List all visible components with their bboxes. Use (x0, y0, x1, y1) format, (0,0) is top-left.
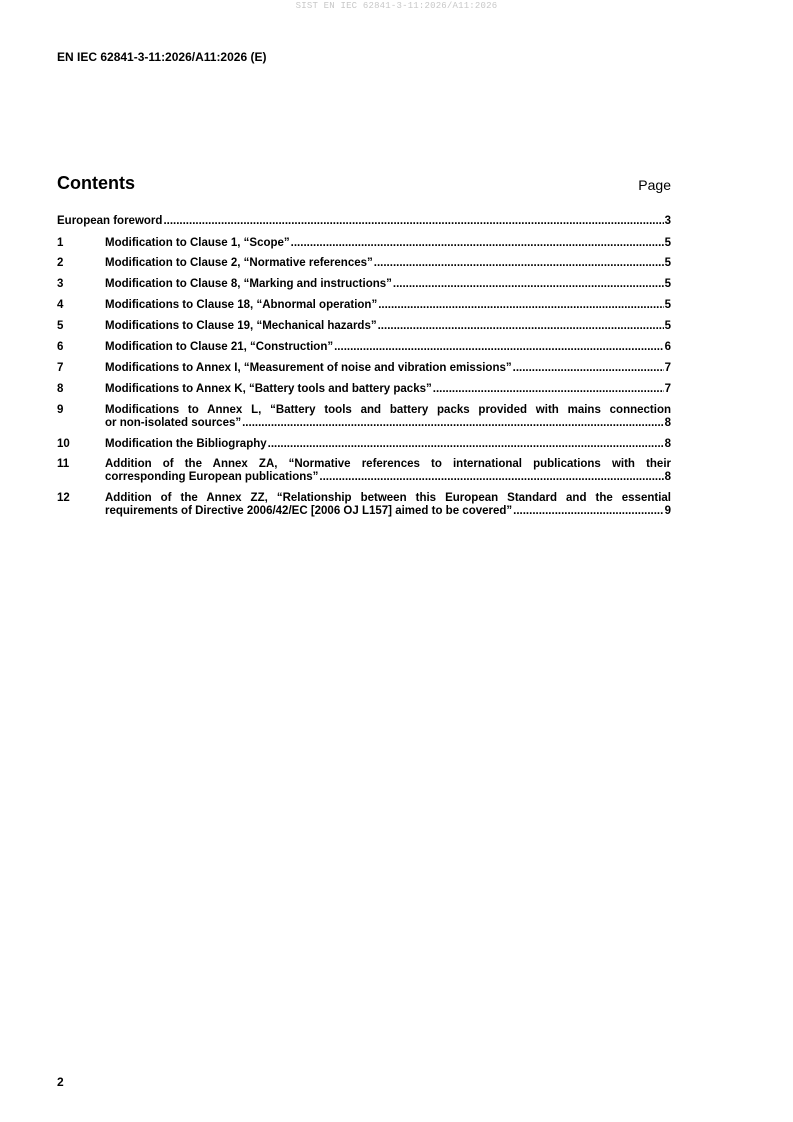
toc-entry-page: 5 (664, 257, 671, 270)
toc-entry-foreword[interactable] (57, 215, 671, 228)
toc-entry-title-line2: or non-isolated sources” (105, 416, 242, 429)
toc-entry-number: 1 (57, 236, 64, 249)
toc-entry-title-line1: Addition of the Annex ZZ, “Relationship between this European Standard and the essential (105, 492, 671, 505)
toc-entry-7[interactable] (57, 362, 671, 375)
toc-entry-page: 7 (664, 382, 671, 395)
toc-entry-page: 3 (664, 215, 671, 227)
toc-entry-page: 7 (664, 361, 671, 374)
toc-entry-title: Modification to Clause 21, “Construction” (105, 340, 334, 353)
dot-leader (513, 362, 664, 375)
dot-leader (374, 257, 664, 270)
toc-entry-page: 8 (664, 416, 671, 429)
dot-leader (163, 215, 663, 228)
toc-entry-number: 6 (57, 340, 64, 353)
toc-entry-page: 5 (664, 320, 671, 333)
dot-leader (334, 341, 663, 354)
toc-entry-title: Modification to Clause 8, “Marking and instructions” (105, 278, 392, 291)
toc-entry-page: 5 (664, 236, 671, 249)
toc-entry-number: 8 (57, 382, 64, 395)
toc-entry-title-line1: Modifications to Annex L, “Battery tools and battery packs provided with mains connection (105, 403, 671, 416)
toc-entry-11[interactable] (57, 458, 671, 484)
toc-entry-number: 9 (57, 403, 64, 416)
toc-entry-title-line2: corresponding European publications” (105, 471, 319, 484)
toc-entry-number: 11 (57, 458, 70, 471)
dot-leader (291, 237, 664, 250)
toc-entry-title: Modifications to Annex I, “Measurement of noise and vibration emissions” (105, 361, 512, 374)
toc-entry-page: 9 (664, 505, 671, 518)
dot-leader (378, 299, 663, 312)
toc-entry-page: 5 (664, 299, 671, 312)
page-number: 2 (57, 1075, 64, 1089)
toc-entry-12[interactable] (57, 492, 671, 518)
toc-entry-title: Modifications to Clause 18, “Abnormal operation” (105, 299, 378, 312)
toc-entry-title: Modifications to Clause 19, “Mechanical hazards” (105, 320, 377, 333)
toc-entry-6[interactable] (57, 341, 671, 354)
toc-entry-page: 8 (664, 437, 671, 450)
dot-leader (433, 383, 664, 396)
toc-entry-page: 6 (664, 340, 671, 353)
toc-entry-5[interactable] (57, 320, 671, 333)
toc-entry-title: Modification to Clause 2, “Normative references” (105, 257, 373, 270)
toc-entry-2[interactable] (57, 257, 671, 270)
toc-entry-10[interactable] (57, 438, 671, 451)
table-of-contents (57, 215, 671, 526)
toc-entry-number: 4 (57, 299, 64, 312)
toc-entry-4[interactable] (57, 299, 671, 312)
dot-leader (242, 417, 663, 430)
toc-entry-3[interactable] (57, 278, 671, 291)
toc-entry-1[interactable] (57, 237, 671, 250)
dot-leader (393, 278, 664, 291)
watermark: SIST EN IEC 62841-3-11:2026/A11:2026 (295, 1, 498, 11)
toc-entry-number: 5 (57, 320, 64, 333)
dot-leader (268, 438, 664, 451)
dot-leader (319, 471, 663, 484)
toc-entry-number: 12 (57, 492, 70, 505)
dot-leader (513, 505, 663, 518)
toc-entry-title-line2: requirements of Directive 2006/42/EC [2006 OJ L157] aimed to be covered” (105, 505, 513, 518)
toc-entry-title-line1: Addition of the Annex ZA, “Normative references to international publications with their (105, 458, 671, 471)
page-column-label: Page (638, 177, 671, 193)
toc-entry-number: 10 (57, 437, 70, 450)
toc-entry-title: Modification the Bibliography (105, 437, 267, 450)
toc-entry-number: 7 (57, 361, 64, 374)
toc-entry-number: 2 (57, 257, 64, 270)
toc-entry-title: European foreword (57, 215, 163, 227)
toc-entry-title: Modifications to Annex K, “Battery tools and battery packs” (105, 382, 432, 395)
document-id: EN IEC 62841-3-11:2026/A11:2026 (E) (57, 50, 267, 64)
toc-entry-page: 5 (664, 278, 671, 291)
toc-entry-8[interactable] (57, 383, 671, 396)
toc-entry-page: 8 (664, 471, 671, 484)
contents-title: Contents (57, 173, 135, 193)
toc-entry-number: 3 (57, 278, 64, 291)
toc-entry-9[interactable] (57, 404, 671, 430)
dot-leader (378, 320, 664, 333)
toc-entry-title: Modification to Clause 1, “Scope” (105, 236, 290, 249)
